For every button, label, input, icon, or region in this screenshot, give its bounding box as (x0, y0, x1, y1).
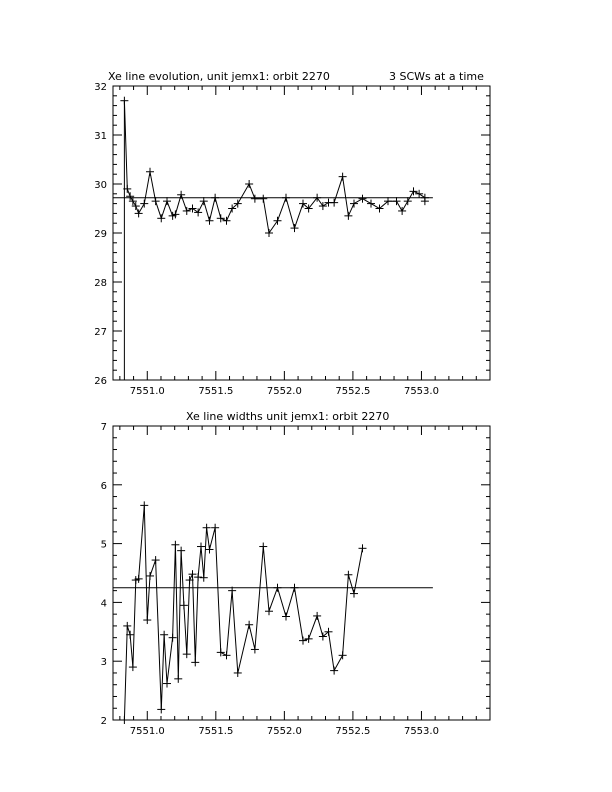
x-tick-label: 7552.0 (266, 386, 302, 397)
y-tick-label: 30 (94, 180, 107, 191)
y-tick-label: 29 (94, 229, 107, 240)
panel1-title: Xe line evolution, unit jemx1: orbit 2270 (108, 70, 330, 83)
panel2-title: Xe line widths unit jemx1: orbit 2270 (186, 410, 390, 423)
y-tick-label: 3 (100, 657, 107, 669)
y-tick-label: 31 (94, 131, 107, 142)
y-tick-label: 4 (100, 598, 107, 610)
x-tick-label: 7553.0 (403, 726, 439, 737)
y-tick-label: 5 (100, 539, 107, 551)
panel1-subtitle: 3 SCWs at a time (389, 70, 484, 83)
y-tick-label: 7 (100, 422, 107, 433)
y-tick-label: 6 (100, 480, 107, 492)
y-tick-label: 32 (94, 82, 107, 93)
x-tick-label: 7552.5 (335, 386, 371, 397)
y-tick-label: 2 (100, 716, 107, 727)
y-tick-label: 27 (94, 327, 107, 338)
y-tick-label: 26 (94, 376, 107, 387)
x-tick-label: 7551.5 (198, 726, 234, 737)
x-tick-label: 7551.5 (198, 386, 234, 397)
x-tick-label: 7552.0 (266, 726, 302, 737)
x-tick-label: 7551.0 (129, 726, 165, 737)
x-tick-label: 7552.5 (335, 726, 371, 737)
y-tick-label: 28 (94, 278, 107, 289)
x-tick-label: 7553.0 (403, 386, 439, 397)
x-tick-label: 7551.0 (129, 386, 165, 397)
